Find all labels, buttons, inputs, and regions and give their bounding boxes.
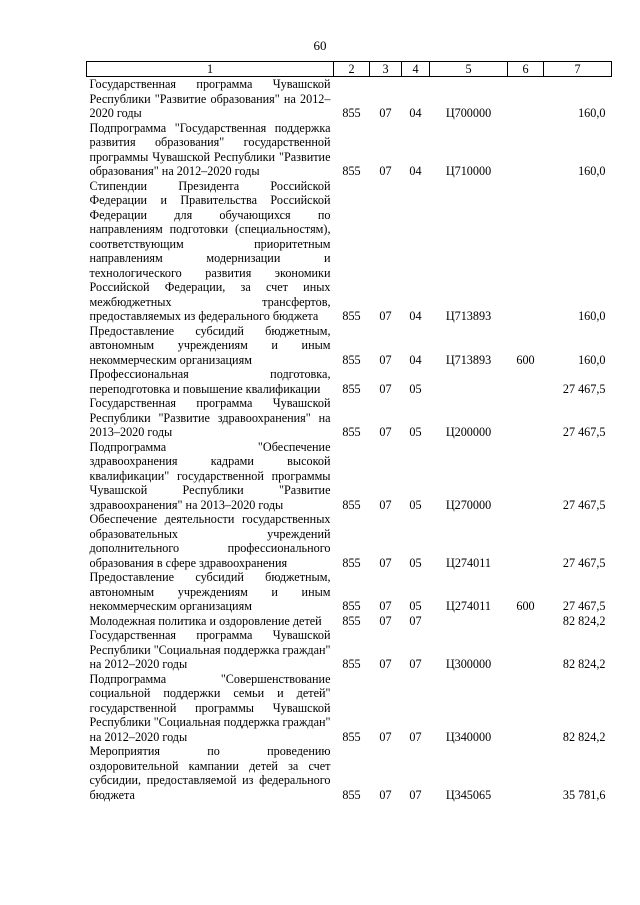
- table-row: [87, 744, 612, 802]
- table-header: [87, 62, 612, 77]
- row-subsection: 07: [409, 613, 422, 628]
- row-expense-type: 600: [516, 352, 535, 367]
- row-target-article: Ц274011: [446, 555, 491, 570]
- row-amount: 160,0: [578, 309, 606, 323]
- row-section: 07: [379, 425, 392, 439]
- row-ministry: 855: [342, 309, 361, 323]
- table-row: [87, 570, 612, 614]
- row-ministry: 855: [342, 613, 361, 628]
- row-expense-type: [508, 396, 544, 440]
- row-subsection: 07: [409, 657, 422, 671]
- row-section: 07: [379, 613, 392, 628]
- row-section: 07: [379, 352, 392, 367]
- row-subsection: 05: [409, 425, 422, 439]
- row-section: 07: [379, 497, 392, 512]
- row-section: 07: [379, 106, 392, 120]
- row-expense-type: [508, 512, 544, 570]
- row-name: Подпрограмма "Совершенствование социальной поддержки семьи и детей" государственной программы Чувашской Республики "Социальная поддержка граждан" на 2012–2020 годы: [89, 671, 331, 744]
- row-ministry: 855: [342, 497, 361, 512]
- row-name: Государственная программа Чувашской Республики "Развитие образования" на 2012–2020 годы: [89, 77, 331, 120]
- row-name: Государственная программа Чувашской Республики "Развитие здравоохранения" на 2013–2020 годы: [89, 396, 331, 439]
- row-amount: 82 824,2: [562, 657, 606, 671]
- row-expense-type: [508, 440, 544, 513]
- row-target-article: Ц270000: [445, 497, 492, 512]
- row-amount: 82 824,2: [562, 613, 606, 628]
- row-section: 07: [379, 309, 392, 323]
- header-col-3: 3: [370, 62, 402, 77]
- row-subsection: 07: [409, 787, 422, 802]
- row-ministry: 855: [342, 787, 361, 802]
- row-expense-type: [508, 628, 544, 672]
- table-body: [87, 77, 612, 803]
- row-ministry: 855: [342, 657, 361, 671]
- row-expense-type: [508, 121, 544, 179]
- row-expense-type: [508, 672, 544, 745]
- row-section: 07: [379, 729, 392, 744]
- row-expense-type: [508, 614, 544, 629]
- row-expense-type: [508, 77, 544, 121]
- header-col-5: 5: [430, 62, 508, 77]
- row-amount: 160,0: [578, 164, 606, 178]
- row-subsection: 05: [409, 497, 422, 512]
- row-section: 07: [379, 787, 392, 802]
- table-row: [87, 440, 612, 513]
- row-amount: 27 467,5: [562, 599, 606, 613]
- budget-table: [86, 61, 612, 802]
- row-target-article: Ц713893: [445, 309, 492, 323]
- row-subsection: 05: [409, 599, 422, 613]
- row-subsection: 05: [409, 555, 422, 570]
- row-name: Мероприятия по проведению оздоровительной кампании детей за счет субсидии, предоставляемой из федерального бюджета: [89, 744, 331, 802]
- table-row: [87, 179, 612, 324]
- row-subsection: 07: [409, 729, 422, 744]
- row-target-article: Ц200000: [445, 425, 492, 439]
- row-name: Профессиональная подготовка, переподготовка и повышение квалификации: [89, 367, 331, 396]
- row-name: Обеспечение деятельности государственных образовательных учреждений дополнительного профессионального образования в сфере здравоохранения: [89, 512, 331, 570]
- row-target-article: Ц340000: [445, 729, 492, 744]
- header-col-1: 1: [87, 62, 334, 77]
- table-row: [87, 512, 612, 570]
- row-amount: 35 781,6: [562, 787, 606, 802]
- row-target-article: Ц274011: [446, 599, 491, 613]
- row-expense-type: [508, 179, 544, 324]
- row-ministry: 855: [342, 352, 361, 367]
- row-name: Предоставление субсидий бюджетным, автономным учреждениям и иным некоммерческим организациям: [89, 323, 331, 367]
- row-name: Стипендии Президента Российской Федерации и Правительства Российской Федерации для обучающихся по направлениям подготовки (специальностям), соответствующим приоритетным направлениям модернизации и технологического развития экономики Российской Федерации, за счет иных межбюджетных трансфертов, предоставляемых из федерального бюджета: [89, 178, 331, 323]
- row-amount: 160,0: [578, 106, 606, 120]
- row-subsection: 04: [409, 106, 422, 120]
- row-section: 07: [379, 381, 392, 396]
- page-number: 60: [313, 38, 327, 53]
- table-row: [87, 396, 612, 440]
- row-name: Предоставление субсидий бюджетным, автономным учреждениям и иным некоммерческим организациям: [89, 570, 331, 613]
- row-amount: 27 467,5: [562, 425, 606, 439]
- row-amount: 82 824,2: [562, 729, 606, 744]
- row-subsection: 05: [409, 381, 422, 396]
- row-target-article: Ц300000: [445, 657, 492, 671]
- row-ministry: 855: [342, 599, 361, 613]
- row-amount: 27 467,5: [562, 555, 606, 570]
- row-section: 07: [379, 657, 392, 671]
- table-row: [87, 367, 612, 396]
- row-name: Молодежная политика и оздоровление детей: [89, 613, 322, 628]
- table-row: [87, 614, 612, 629]
- row-section: 07: [379, 164, 392, 178]
- row-ministry: 855: [342, 164, 361, 178]
- table-row: [87, 324, 612, 368]
- header-row: [87, 62, 612, 77]
- row-name: Подпрограмма "Государственная поддержка развития образования" государственной программы Чувашской Республики "Развитие образования" на 2012–2020 годы: [89, 120, 331, 178]
- header-col-4: 4: [402, 62, 430, 77]
- row-name: Подпрограмма "Обеспечение здравоохранения кадрами высокой квалификации" государственной программы Чувашской Республики "Развитие здравоохранения" на 2013–2020 годы: [89, 439, 331, 512]
- row-target-article: Ц710000: [445, 164, 492, 178]
- row-target-article: Ц345065: [445, 787, 492, 802]
- row-ministry: 855: [342, 381, 361, 396]
- row-ministry: 855: [342, 729, 361, 744]
- row-target-article: Ц713893: [445, 352, 492, 367]
- header-col-6: 6: [508, 62, 544, 77]
- row-target-article: [430, 367, 508, 396]
- row-section: 07: [379, 555, 392, 570]
- table-row: [87, 77, 612, 121]
- row-name: Государственная программа Чувашской Республики "Социальная поддержка граждан" на 2012–2020 годы: [89, 628, 331, 671]
- row-amount: 27 467,5: [562, 497, 606, 512]
- row-target-article: [430, 614, 508, 629]
- row-expense-type: 600: [516, 599, 535, 613]
- table-row: [87, 121, 612, 179]
- row-amount: 27 467,5: [562, 381, 606, 396]
- row-amount: 160,0: [578, 352, 606, 367]
- row-ministry: 855: [342, 425, 361, 439]
- table-row: [87, 672, 612, 745]
- row-subsection: 04: [409, 309, 422, 323]
- row-target-article: Ц700000: [445, 106, 492, 120]
- row-subsection: 04: [409, 352, 422, 367]
- header-col-7: 7: [544, 62, 612, 77]
- row-ministry: 855: [342, 106, 361, 120]
- header-col-2: 2: [334, 62, 370, 77]
- row-expense-type: [508, 744, 544, 802]
- table-row: [87, 628, 612, 672]
- row-subsection: 04: [409, 164, 422, 178]
- row-expense-type: [508, 367, 544, 396]
- row-section: 07: [379, 599, 392, 613]
- row-ministry: 855: [342, 555, 361, 570]
